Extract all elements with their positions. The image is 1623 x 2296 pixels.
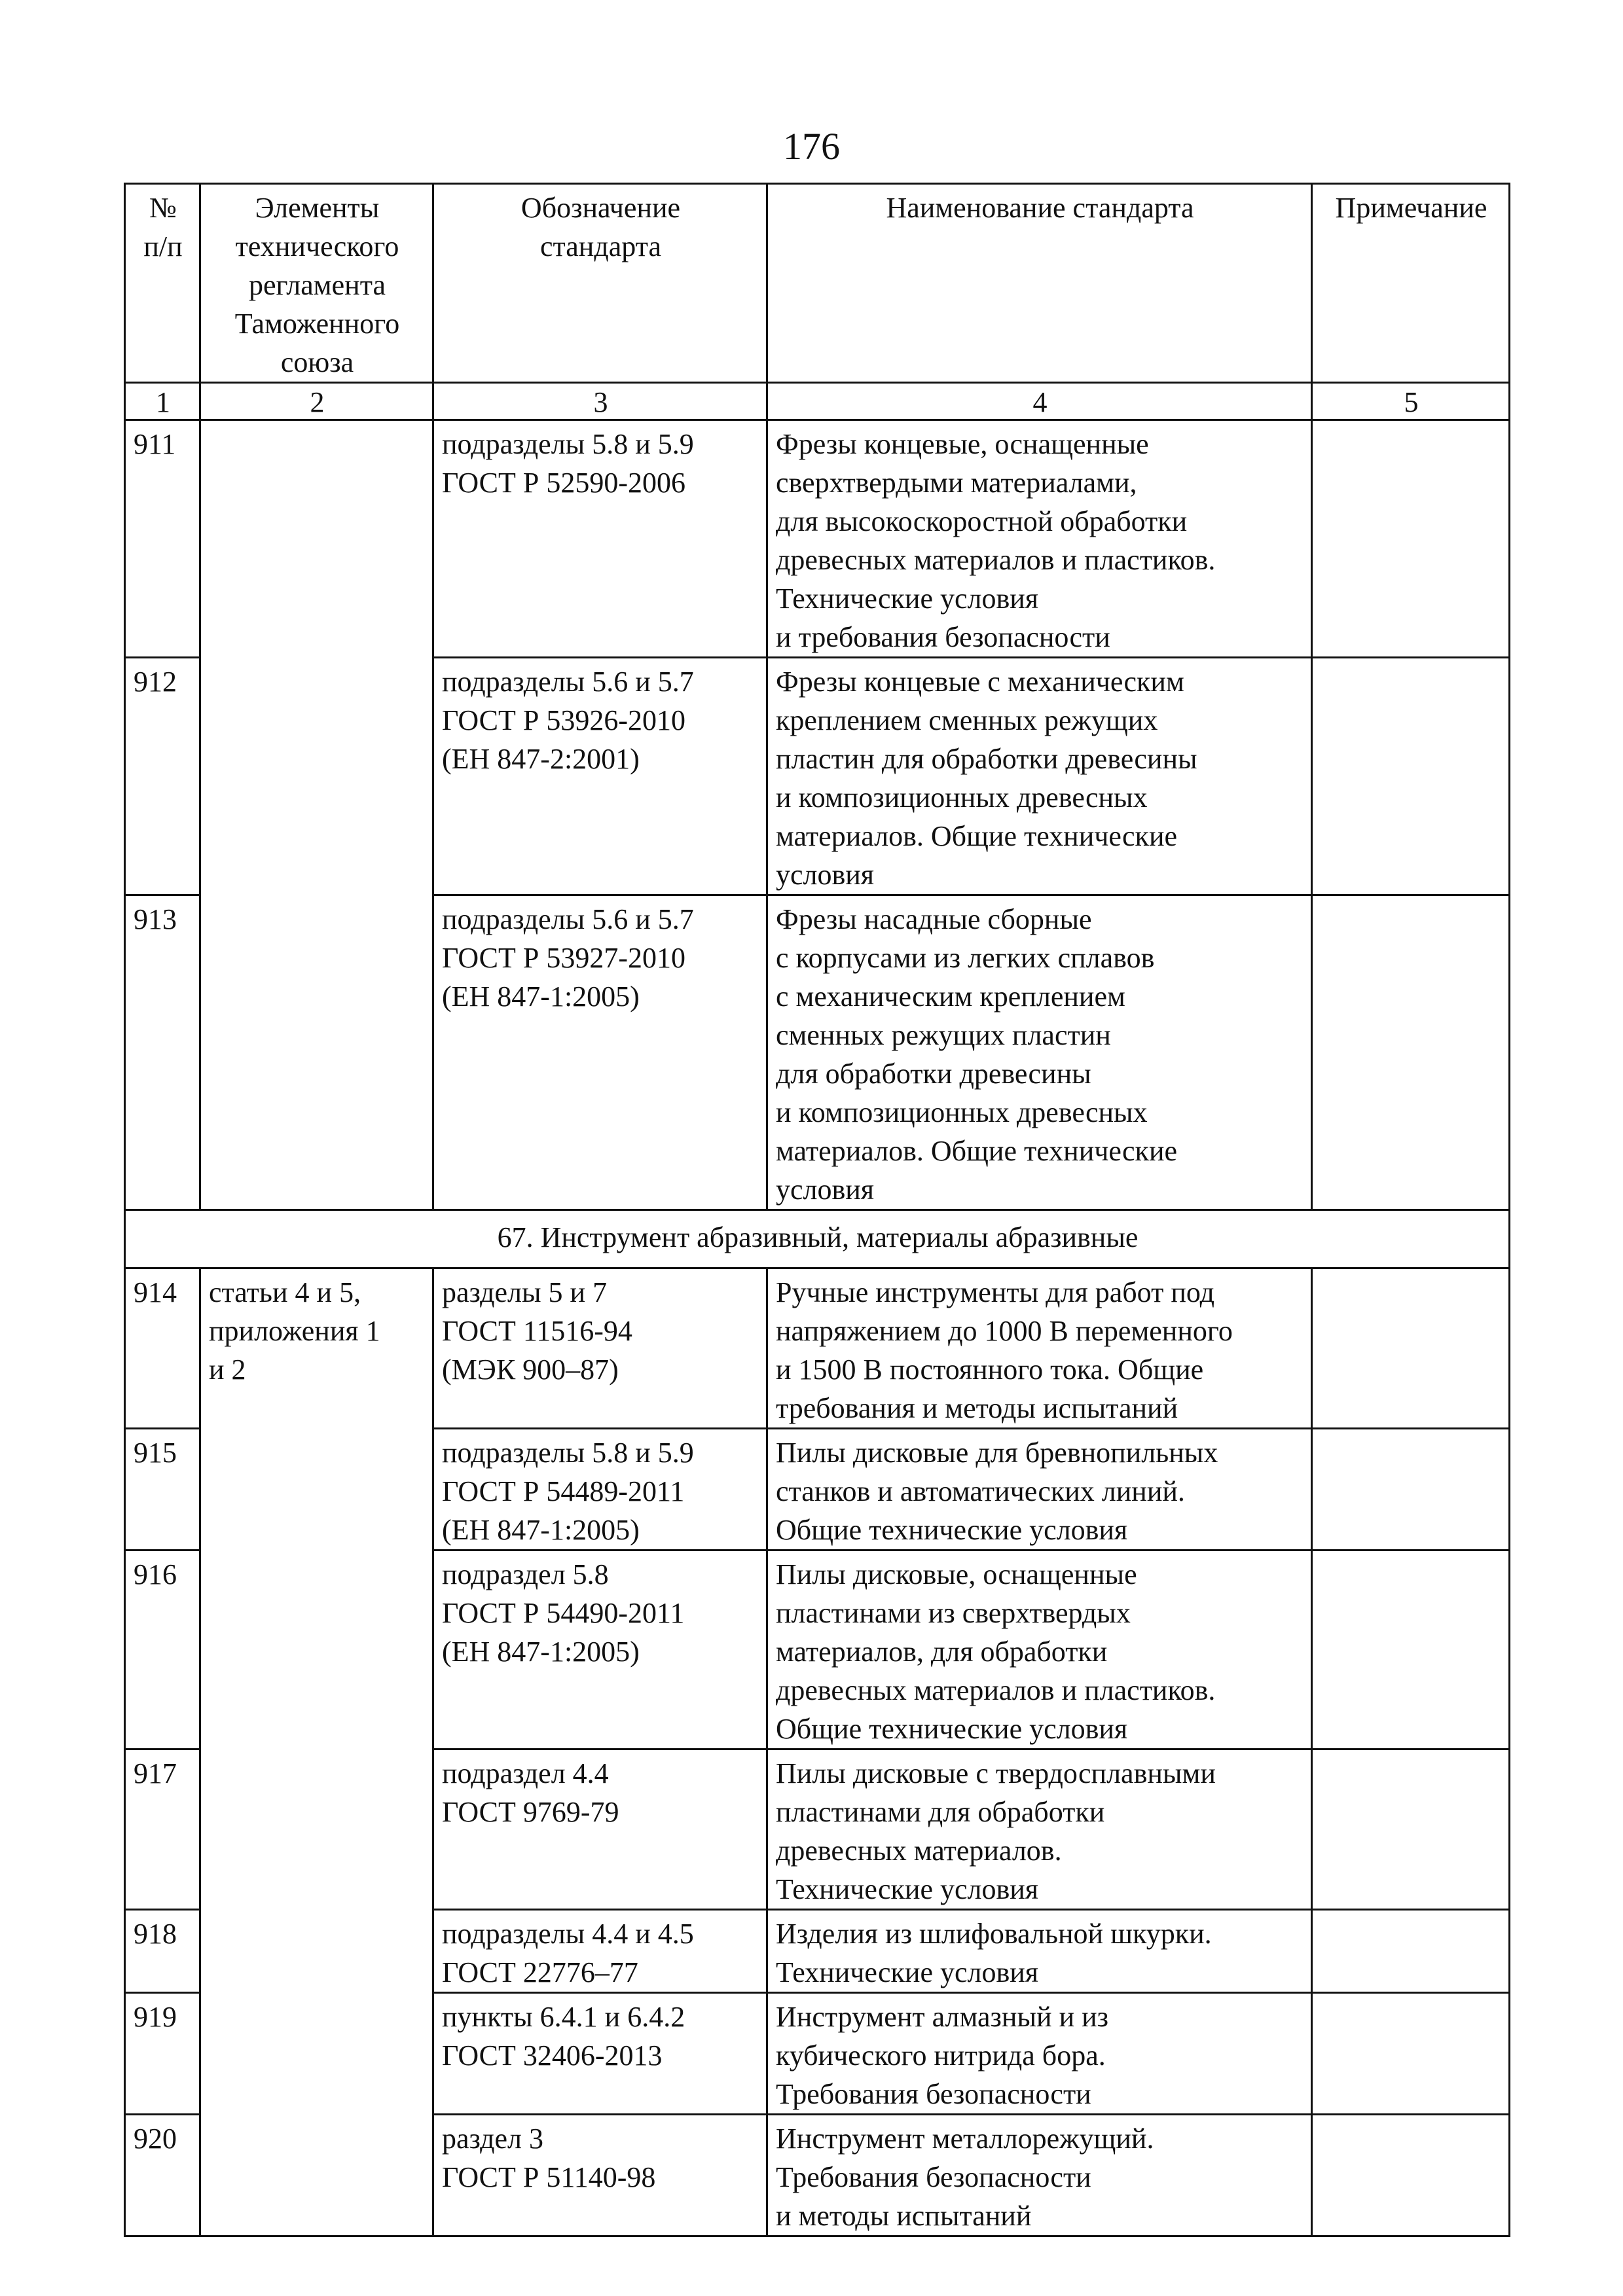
text-line: ГОСТ 22776–77 [442,1956,638,1988]
row-number: 911 [125,420,200,658]
text-line: (ЕН 847-1:2005) [442,1636,640,1668]
text-line: союза [280,346,354,378]
section-title: 67. Инструмент абразивный, материалы абразивные [125,1210,1510,1268]
text-line: и методы испытаний [776,2200,1032,2232]
row-number: 918 [125,1910,200,1993]
header-row [125,184,1510,383]
text-line: условия [776,859,875,891]
note-cell [1312,1268,1510,1429]
text-line: подразделы 5.8 и 5.9 [442,428,694,460]
header-designation [433,184,767,383]
standard-designation [433,658,767,895]
note-cell [1312,1429,1510,1551]
column-number: 2 [200,383,433,420]
row-number: 920 [125,2115,200,2236]
standard-designation [433,1910,767,1993]
standard-name [767,1993,1312,2115]
text-line: ГОСТ Р 54489-2011 [442,1475,685,1507]
column-number: 4 [767,383,1312,420]
text-line: (ЕН 847-1:2005) [442,980,640,1013]
table-row [125,420,1510,658]
text-line: Пилы дисковые, оснащенные [776,1558,1137,1590]
column-number: 5 [1312,383,1510,420]
text-line: сверхтвердыми материалами, [776,467,1137,499]
text-line: подразделы 4.4 и 4.5 [442,1918,694,1950]
row-number: 915 [125,1429,200,1551]
standard-designation [433,1993,767,2115]
text-line: с корпусами из легких сплавов [776,942,1155,974]
row-number: 914 [125,1268,200,1429]
standard-designation [433,1749,767,1910]
text-line: раздел 3 [442,2123,543,2155]
standard-name [767,895,1312,1210]
text-line: (ЕН 847-2:2001) [442,743,640,775]
header-elements [200,184,433,383]
standard-designation [433,895,767,1210]
text-line: Требования безопасности [776,2078,1091,2110]
text-line: пластинами из сверхтвердых [776,1597,1131,1629]
text-line: напряжением до 1000 В переменного [776,1315,1233,1347]
regulation-elements-cell [200,420,433,1210]
text-line: и требования безопасности [776,621,1110,653]
standards-table [124,183,1510,2237]
text-line: Пилы дисковые для бревнопильных [776,1437,1218,1469]
standard-designation [433,1268,767,1429]
text-line: древесных материалов. [776,1835,1062,1867]
header-name [767,184,1312,383]
note-cell [1312,1910,1510,1993]
text-line: с механическим креплением [776,980,1125,1013]
text-line: условия [776,1174,875,1206]
text-line: и композиционных древесных [776,1096,1148,1128]
standard-name [767,1268,1312,1429]
text-line: для обработки древесины [776,1058,1091,1090]
text-line: Примечание [1335,192,1487,224]
text-line: разделы 5 и 7 [442,1276,608,1308]
standard-designation [433,1551,767,1749]
text-line: Ручные инструменты для работ под [776,1276,1214,1308]
standard-name [767,420,1312,658]
section-row [125,1210,1510,1268]
text-line: стандарта [539,230,661,262]
text-line: и 2 [209,1354,246,1386]
text-line: (ЕН 847-1:2005) [442,1514,640,1546]
text-line: Технические условия [776,1873,1039,1905]
text-line: пластин для обработки древесины [776,743,1197,775]
text-line: древесных материалов и пластиков. [776,1674,1216,1706]
text-line: подразделы 5.6 и 5.7 [442,666,694,698]
column-numbers-row [125,383,1510,420]
text-line: регламента [248,269,386,301]
text-line: для высокоскоростной обработки [776,505,1188,537]
text-line: подразделы 5.6 и 5.7 [442,903,694,935]
column-number: 3 [433,383,767,420]
text-line: Пилы дисковые с твердосплавными [776,1757,1216,1789]
text-line: подразделы 5.8 и 5.9 [442,1437,694,1469]
note-cell [1312,895,1510,1210]
text-line: ГОСТ Р 51140-98 [442,2161,656,2193]
text-line: ГОСТ 32406-2013 [442,2039,663,2072]
text-line: Фрезы концевые, оснащенные [776,428,1149,460]
row-number: 916 [125,1551,200,1749]
text-line: Общие технические условия [776,1514,1128,1546]
text-line: статьи 4 и 5, [209,1276,361,1308]
note-cell [1312,420,1510,658]
text-line: пластинами для обработки [776,1796,1105,1828]
text-line: № [149,192,177,224]
text-line: Наименование стандарта [886,192,1194,224]
text-line: ГОСТ Р 53927-2010 [442,942,686,974]
text-line: (МЭК 900–87) [442,1354,619,1386]
text-line: Инструмент алмазный и из [776,2001,1109,2033]
text-line: и композиционных древесных [776,781,1148,814]
text-line: и 1500 В постоянного тока. Общие [776,1354,1204,1386]
text-line: п/п [143,230,183,262]
text-line: Обозначение [520,192,681,224]
text-line: материалов. Общие технические [776,820,1178,852]
standard-designation [433,420,767,658]
row-number: 912 [125,658,200,895]
text-line: Изделия из шлифовальной шкурки. [776,1918,1212,1950]
text-line: требования и методы испытаний [776,1392,1178,1424]
text-line: материалов. Общие технические [776,1135,1178,1167]
text-line: Технические условия [776,583,1039,615]
text-line: Требования безопасности [776,2161,1091,2193]
row-number: 919 [125,1993,200,2115]
text-line: креплением сменных режущих [776,704,1158,736]
standard-name [767,1429,1312,1551]
text-line: кубического нитрида бора. [776,2039,1106,2072]
text-line: станков и автоматических линий. [776,1475,1185,1507]
page-number: 176 [783,125,840,168]
text-line: ГОСТ Р 54490-2011 [442,1597,685,1629]
text-line: подраздел 4.4 [442,1757,609,1789]
text-line: Инструмент металлорежущий. [776,2123,1154,2155]
standard-name [767,1749,1312,1910]
column-number: 1 [125,383,200,420]
text-line: сменных режущих пластин [776,1019,1111,1051]
regulation-elements-cell [200,1268,433,2236]
header-note [1312,184,1510,383]
note-cell [1312,1993,1510,2115]
standard-name [767,1551,1312,1749]
text-line: технического [235,230,399,262]
text-line: материалов, для обработки [776,1636,1108,1668]
text-line: Общие технические условия [776,1713,1128,1745]
standard-name [767,2115,1312,2236]
text-line: ГОСТ Р 53926-2010 [442,704,686,736]
text-line: Фрезы насадные сборные [776,903,1092,935]
text-line: подраздел 5.8 [442,1558,609,1590]
row-number: 913 [125,895,200,1210]
standard-designation [433,1429,767,1551]
text-line: ГОСТ 11516-94 [442,1315,632,1347]
note-cell [1312,2115,1510,2236]
text-line: древесных материалов и пластиков. [776,544,1216,576]
row-number: 917 [125,1749,200,1910]
text-line: Таможенного [234,308,400,340]
text-line: Фрезы концевые с механическим [776,666,1184,698]
text-line: Элементы [255,192,380,224]
note-cell [1312,1749,1510,1910]
note-cell [1312,658,1510,895]
standard-name [767,658,1312,895]
standard-name [767,1910,1312,1993]
header-number [125,184,200,383]
note-cell [1312,1551,1510,1749]
text-line: Технические условия [776,1956,1039,1988]
table-row [125,1268,1510,1429]
standard-designation [433,2115,767,2236]
text-line: ГОСТ Р 52590-2006 [442,467,686,499]
text-line: ГОСТ 9769-79 [442,1796,619,1828]
text-line: пункты 6.4.1 и 6.4.2 [442,2001,685,2033]
text-line: приложения 1 [209,1315,380,1347]
